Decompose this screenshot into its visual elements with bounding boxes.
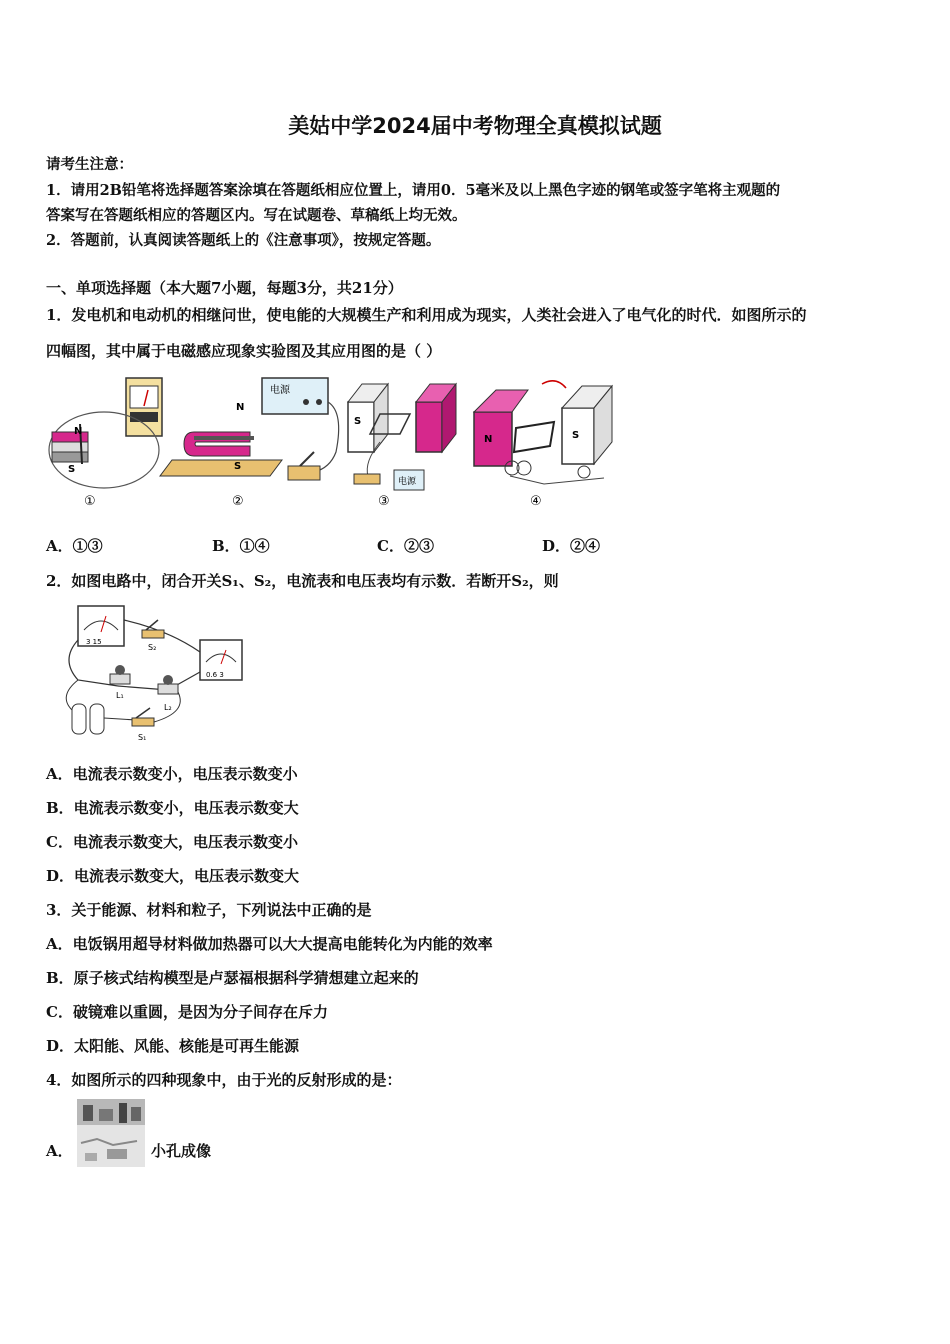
figure-3-conductor-in-field bbox=[348, 384, 456, 509]
ammeter-scale: 0.6 3 bbox=[206, 671, 224, 679]
lamp-l1-label: L₁ bbox=[116, 691, 124, 700]
fig1-n-label: N bbox=[74, 426, 83, 437]
q3-option-a[interactable]: A．电饭锅用超导材料做加热器可以大大提高电能转化为内能的效率 bbox=[46, 935, 493, 953]
fig4-n-label: N bbox=[484, 434, 493, 445]
lamp-l2-label: L₂ bbox=[164, 703, 172, 712]
fig4-s-label: S bbox=[572, 430, 580, 441]
fig-label-4: ④ bbox=[530, 494, 542, 509]
q1-option-b[interactable]: B．①④ bbox=[212, 537, 270, 555]
switch-s2-label: S₂ bbox=[148, 643, 157, 652]
q2-option-d[interactable]: D．电流表示数变大，电压表示数变大 bbox=[46, 867, 300, 885]
notice-heading: 请考生注意： bbox=[46, 156, 133, 173]
figure-2-motor-setup bbox=[160, 378, 339, 509]
fig3-power-label: 电源 bbox=[398, 477, 417, 487]
fig2-s-label: S bbox=[234, 461, 242, 472]
figure-4-generator-with-lamp bbox=[474, 381, 612, 509]
section-heading: 一、单项选择题（本大题7小题，每题3分，共21分） bbox=[46, 279, 403, 297]
q2-option-b[interactable]: B．电流表示数变小，电压表示数变大 bbox=[46, 799, 299, 817]
q3-option-c[interactable]: C．破镜难以重圆，是因为分子间存在斥力 bbox=[46, 1003, 328, 1021]
q4-option-a-photo bbox=[77, 1099, 145, 1167]
notice-item-1-line-1: 1．请用2B铅笔将选择题答案涂填在答题纸相应位置上，请用0．5毫米及以上黑色字迹的钢笔或签字笔将主观题的 bbox=[46, 182, 781, 199]
fig-label-3: ③ bbox=[378, 494, 390, 509]
q1-figure bbox=[44, 372, 624, 517]
q1-stem-line-1: 1．发电机和电动机的相继问世，使电能的大规模生产和利用成为现实，人类社会进入了电气化的时代．如图所示的 bbox=[46, 306, 807, 324]
q4-option-a-text[interactable]: 小孔成像 bbox=[151, 1142, 212, 1160]
fig2-n-label: N bbox=[236, 402, 245, 413]
switch-s1-label: S₁ bbox=[138, 733, 147, 742]
q2-stem: 2．如图电路中，闭合开关S₁、S₂，电流表和电压表均有示数．若断开S₂，则 bbox=[46, 572, 559, 590]
q1-option-c[interactable]: C．②③ bbox=[377, 537, 434, 555]
q3-option-b[interactable]: B．原子核式结构模型是卢瑟福根据科学猜想建立起来的 bbox=[46, 969, 419, 987]
fig-label-2: ② bbox=[232, 494, 244, 509]
fig2-power-label: 电源 bbox=[270, 385, 290, 396]
q4-option-a-letter[interactable]: A． bbox=[46, 1142, 73, 1160]
fig1-s-label: S bbox=[68, 464, 76, 475]
q1-option-a[interactable]: A．①③ bbox=[46, 537, 103, 555]
q3-option-d[interactable]: D．太阳能、风能、核能是可再生能源 bbox=[46, 1037, 300, 1055]
fig3-s-label: S bbox=[354, 416, 362, 427]
q3-stem: 3．关于能源、材料和粒子，下列说法中正确的是 bbox=[46, 901, 372, 919]
q2-option-c[interactable]: C．电流表示数变大，电压表示数变小 bbox=[46, 833, 298, 851]
q1-option-d[interactable]: D．②④ bbox=[542, 537, 601, 555]
q2-circuit-figure bbox=[58, 600, 258, 748]
q2-option-a[interactable]: A．电流表示数变小，电压表示数变小 bbox=[46, 765, 298, 783]
notice-item-1-line-2: 答案写在答题纸相应的答题区内。写在试题卷、草稿纸上均无效。 bbox=[46, 207, 467, 224]
notice-item-2: 2．答题前，认真阅读答题纸上的《注意事项》，按规定答题。 bbox=[46, 232, 441, 249]
q1-stem-line-2: 四幅图，其中属于电磁感应现象实验图及其应用图的是（ ） bbox=[46, 342, 442, 360]
page-title: 美姑中学2024届中考物理全真模拟试题 bbox=[288, 114, 662, 138]
figure-1-galvanometer-setup bbox=[49, 378, 162, 488]
q4-stem: 4．如图所示的四种现象中，由于光的反射形成的是： bbox=[46, 1071, 402, 1089]
voltmeter-scale: 3 15 bbox=[86, 638, 102, 646]
fig-label-1: ① bbox=[84, 494, 96, 509]
